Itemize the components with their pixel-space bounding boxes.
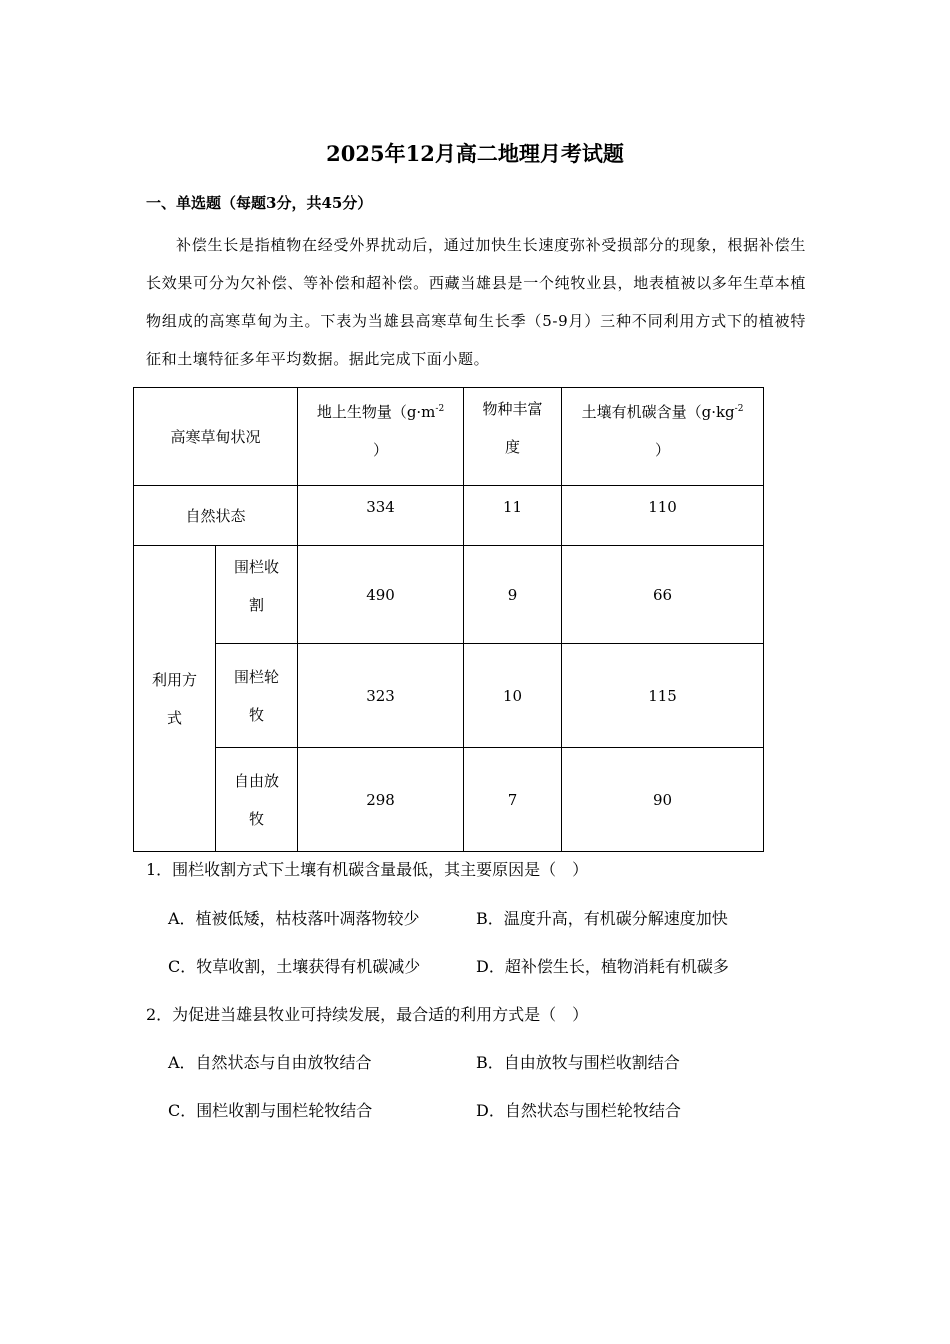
- q1-option-a[interactable]: A．植被低矮，枯枝落叶凋落物较少: [168, 909, 420, 928]
- table-row: [134, 546, 764, 644]
- header-biomass: 地上生物量（$g\cdot m^{-2}$ ）: [298, 388, 464, 486]
- q2-option-c[interactable]: C．围栏收割与围栏轮牧结合: [168, 1101, 373, 1120]
- q2-option-b[interactable]: B．自由放牧与围栏收割结合: [476, 1053, 680, 1072]
- cell-biomass: 298: [298, 748, 464, 852]
- q1-option-c[interactable]: C．牧草收割，土壤获得有机碳减少: [168, 957, 421, 976]
- cell-biomass: 323: [298, 644, 464, 748]
- table-row: [134, 748, 764, 852]
- cell-soc: 90: [562, 748, 764, 852]
- table-row: [134, 486, 764, 546]
- question-2: 2．为促进当雄县牧业可持续发展，最合适的利用方式是（ ）: [146, 1005, 589, 1024]
- data-table: [133, 387, 764, 852]
- header-soc: 土壤有机碳含量（$g\cdot kg^{-2}$ ）: [562, 388, 764, 486]
- cell-richness: 9: [464, 546, 562, 644]
- cell-richness: 7: [464, 748, 562, 852]
- cell-richness: 11: [464, 486, 562, 546]
- cell-biomass: 490: [298, 546, 464, 644]
- row-label: 围栏收割: [216, 546, 298, 644]
- q2-option-a[interactable]: A．自然状态与自由放牧结合: [168, 1053, 372, 1072]
- header-status: 高寒草甸状况: [134, 388, 298, 486]
- row-label: 自然状态: [134, 486, 298, 546]
- cell-soc: 110: [562, 486, 764, 546]
- q2-option-d[interactable]: D．自然状态与围栏轮牧结合: [476, 1101, 681, 1120]
- reading-passage: [146, 226, 806, 378]
- q1-option-b[interactable]: B．温度升高，有机碳分解速度加快: [476, 909, 728, 928]
- passage-text: 补偿生长是指植物在经受外界扰动后，通过加快生长速度弥补受损部分的现象，根据补偿生长效果可分为欠补偿、等补偿和超补偿。西藏当雄县是一个纯牧业县，地表植被以多年生草本植物组成的高寒草甸为主。下表为当雄县高寒草甸生长季（5-9月）三种不同利用方式下的植被特征和土壤特征多年平均数据。据此完成下面小题。: [146, 236, 806, 368]
- row-label: 自由放牧: [216, 748, 298, 852]
- cell-richness: 10: [464, 644, 562, 748]
- cell-soc: 66: [562, 546, 764, 644]
- q1-option-d[interactable]: D．超补偿生长，植物消耗有机碳多: [476, 957, 729, 976]
- question-1: 1．围栏收割方式下土壤有机碳含量最低，其主要原因是（ ）: [146, 860, 589, 879]
- cell-soc: 115: [562, 644, 764, 748]
- section-heading: 一、单选题（每题3分，共45分）: [146, 194, 373, 212]
- row-label: 围栏轮牧: [216, 644, 298, 748]
- usage-label: 利用方式: [134, 546, 216, 852]
- header-richness: 物种丰富度: [464, 388, 562, 486]
- page-title: 2025年12月高二地理月考试题: [326, 141, 624, 166]
- table-row: [134, 644, 764, 748]
- cell-biomass: 334: [298, 486, 464, 546]
- table-header-row: [134, 388, 764, 486]
